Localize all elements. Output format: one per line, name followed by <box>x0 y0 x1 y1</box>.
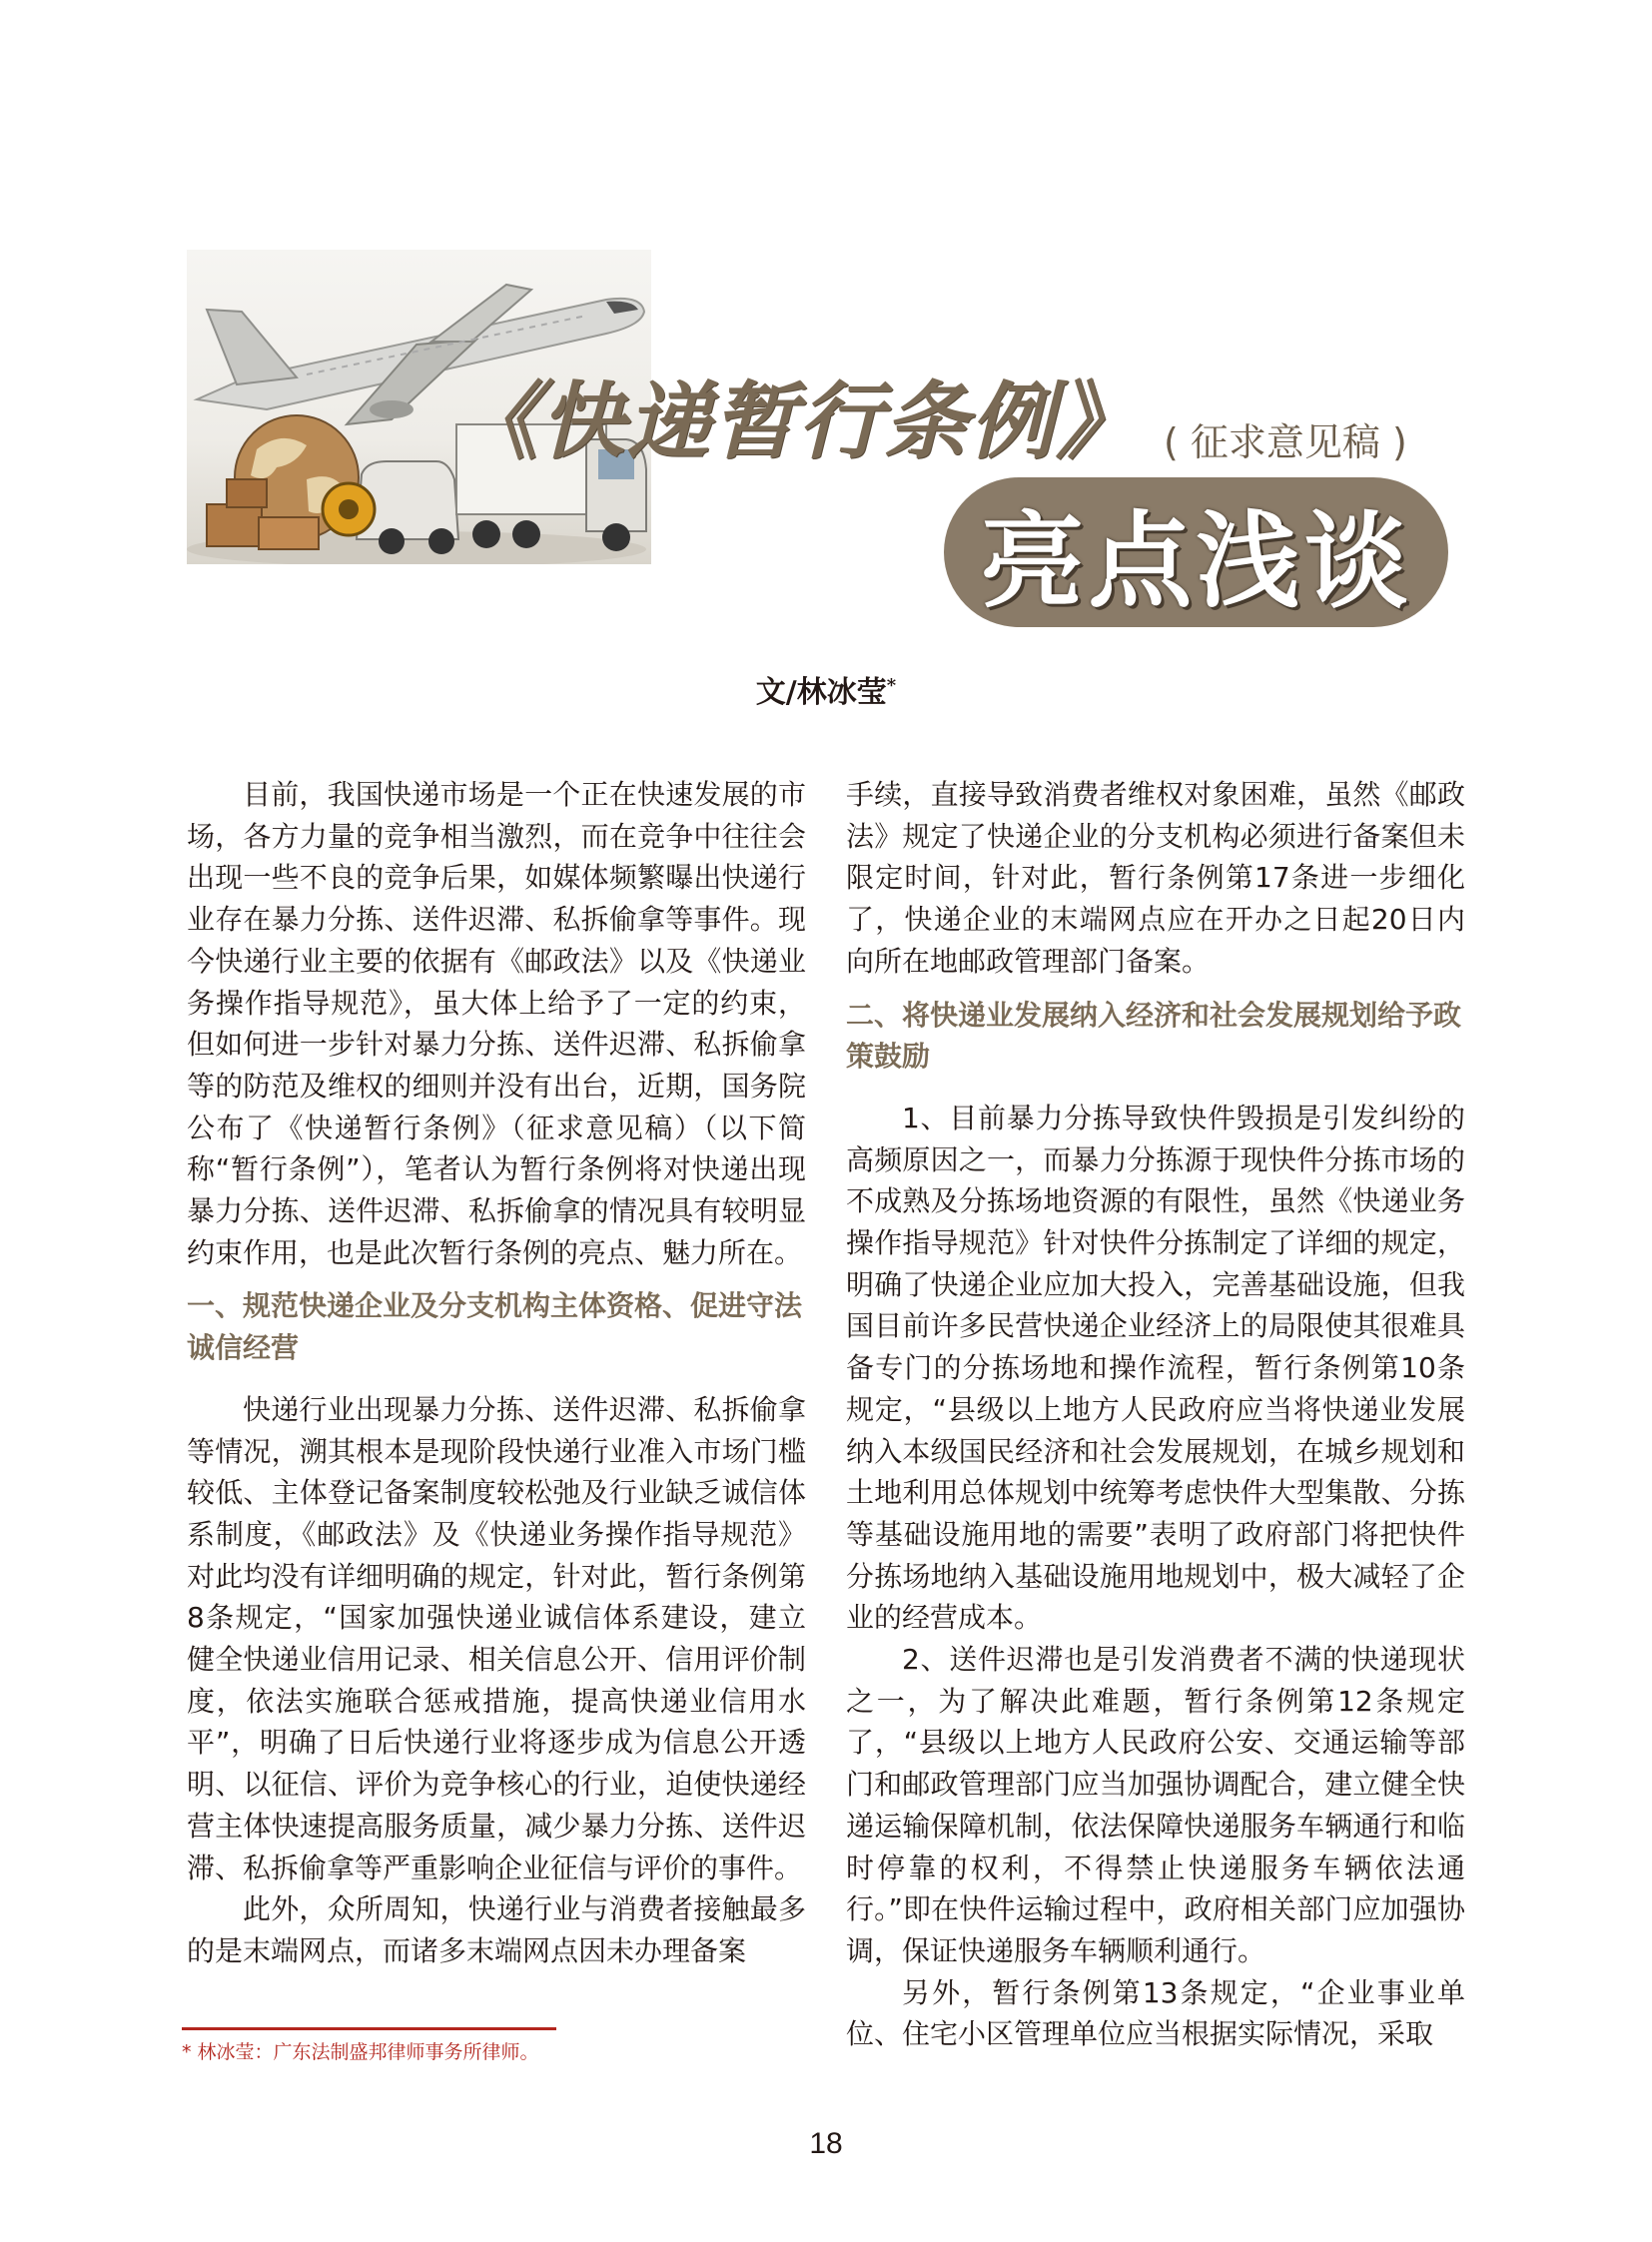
footnote-divider <box>182 2027 556 2030</box>
paragraph: 另外，暂行条例第13条规定，“企业事业单位、住宅小区管理单位应当根据实际情况，采取 <box>846 1975 1465 2051</box>
article-title: 《快递暂行条例》 <box>454 373 1143 470</box>
byline-footnote-mark: * <box>886 675 897 696</box>
paragraph: 2、送件迟滞也是引发消费者不满的快递现状之一，为了解决此难题，暂行条例第12条规定了，“县级以上地方人民政府公安、交通运输等部门和邮政管理部门应当加强协调配合，建立健全快递运输保障机制，依法保障快递服务车辆通行和临时停靠的权利，不得禁止快递服务车辆依法通行。”即在快件运输过程中，政府相关部门应加强协调，保证快递服务车辆顺利通行。 <box>846 1643 1465 1967</box>
paragraph: 此外，众所周知，快递行业与消费者接触最多的是末端网点，而诸多末端网点因未办理备案 <box>187 1892 806 1967</box>
left-column <box>187 774 806 1972</box>
byline <box>0 667 1652 711</box>
article-subtitle: 亮点浅谈 <box>980 500 1412 622</box>
subtitle-badge <box>944 477 1448 627</box>
paragraph: 快递行业出现暴力分拣、送件迟滞、私拆偷拿等情况，溯其根本是现阶段快递行业准入市场门槛较低、主体登记备案制度较松弛及行业缺乏诚信体系制度，《邮政法》及《快递业务操作指导规范》对此均没有详细明确的规定，针对此，暂行条例第8条规定，“国家加强快递业诚信体系建设，建立健全快递业信用记录、相关信息公开、信用评价制度，依法实施联合惩戒措施，提高快递业信用水平”，明确了日后快递行业将逐步成为信息公开透明、以征信、评价为竞争核心的行业，迫使快递经营主体快速提高服务质量，减少暴力分拣、送件迟滞、私拆偷拿等严重影响企业征信与评价的事件。 <box>187 1392 806 1884</box>
section-heading-2: 二、将快递业发展纳入经济和社会发展规划给予政策鼓励 <box>846 998 1462 1074</box>
footnote: * 林冰莹：广东法制盛邦律师事务所律师。 <box>182 2041 539 2063</box>
paragraph: 目前，我国快递市场是一个正在快速发展的市场，各方力量的竞争相当激烈，而在竞争中往往会出现一些不良的竞争后果，如媒体频繁曝出快递行业存在暴力分拣、送件迟滞、私拆偷拿等事件。现今快递行业主要的依据有《邮政法》以及《快递业务操作指导规范》，虽大体上给予了一定的约束，但如何进一步针对暴力分拣、送件迟滞、私拆偷拿等的防范及维权的细则并没有出台，近期，国务院公布了《快递暂行条例》（征求意见稿）（以下简称“暂行条例”），笔者认为暂行条例将对快递出现暴力分拣、送件迟滞、私拆偷拿的情况具有较明显约束作用，也是此次暂行条例的亮点、魅力所在。 <box>187 778 806 1269</box>
right-column <box>846 774 1465 2055</box>
section-heading-1: 一、规范快递企业及分支机构主体资格、促进守法诚信经营 <box>187 1289 803 1365</box>
byline-text: 文/林冰莹 <box>755 675 887 710</box>
page-number: 18 <box>809 2127 843 2160</box>
article-title-note: ( 征求意见稿 ) <box>1164 420 1407 464</box>
paragraph: 1、目前暴力分拣导致快件毁损是引发纠纷的高频原因之一，而暴力分拣源于现快件分拣市场的不成熟及分拣场地资源的有限性，虽然《快递业务操作指导规范》针对快件分拣制定了详细的规定，明确了快递企业应加大投入，完善基础设施，但我国目前许多民营快递企业经济上的局限使其很难具备专门的分拣场地和操作流程，暂行条例第10条规定，“县级以上地方人民政府应当将快递业发展纳入本级国民经济和社会发展规划，在城乡规划和土地利用总体规划中统筹考虑快件大型集散、分拣等基础设施用地的需要”表明了政府部门将把快件分拣场地纳入基础设施用地规划中，极大减轻了企业的经营成本。 <box>846 1101 1465 1635</box>
paragraph-continued: 手续，直接导致消费者维权对象困难，虽然《邮政法》规定了快递企业的分支机构必须进行备案但未限定时间，针对此，暂行条例第17条进一步细化了，快递企业的末端网点应在开办之日起20日内向所在地邮政管理部门备案。 <box>846 778 1465 978</box>
